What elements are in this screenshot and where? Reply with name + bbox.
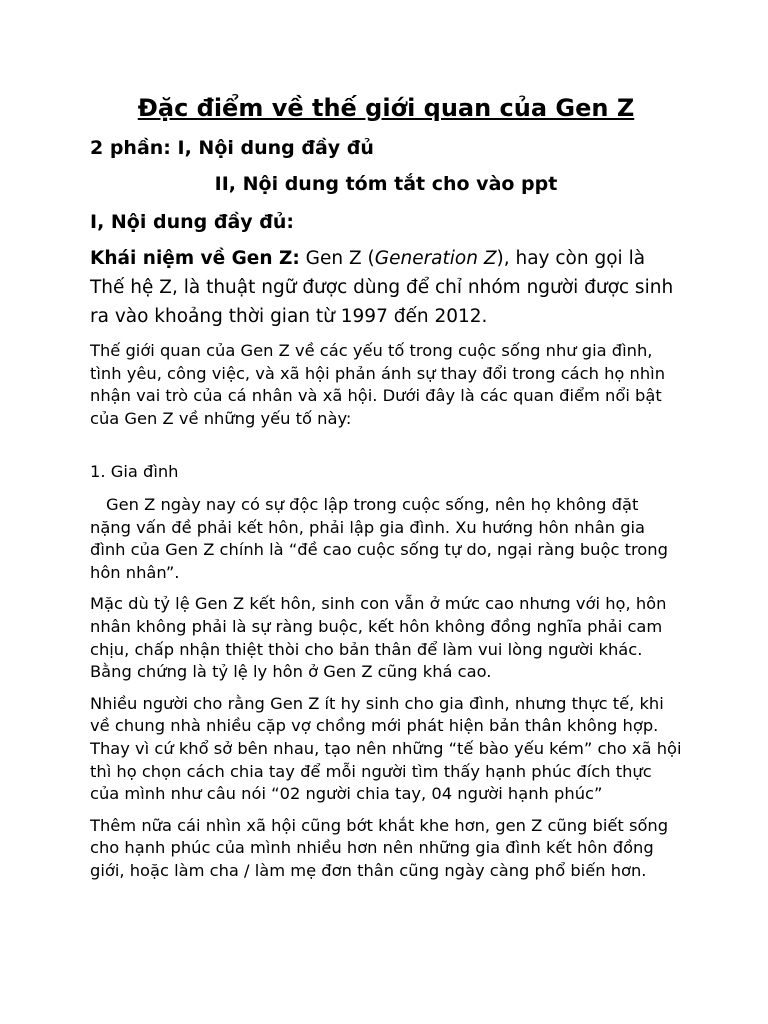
concept-text-before-italic: Gen Z ( <box>299 248 375 269</box>
paragraph-4: Thêm nữa cái nhìn xã hội cũng bớt khắt khe hơn, gen Z cũng biết sống cho hạnh phúc của mình nhiều hơn nên những gia đình kết hôn đồng giới, hoặc làm cha / làm mẹ đơn thân cũng ngày càng phổ biến hơn. <box>90 815 669 880</box>
subheading-family: 1. Gia đình <box>90 462 179 482</box>
document-title: Đặc điểm về thế giới quan của Gen Z <box>137 94 635 122</box>
paragraph-3: Nhiều người cho rằng Gen Z ít hy sinh cho gia đình, nhưng thực tế, khi về chung nhà nhiều cặp vợ chồng mới phát hiện bản thân không hợp. Thay vì cứ khổ sở bên nhau, tạo nên những “tế bào yếu kém” cho xã hội thì họ chọn cách chia tay để mỗi người tìm thấy hạnh phúc đích thực của mình như câu nói “02 người chia tay, 04 người hạnh phúc” <box>90 693 682 804</box>
concept-label: Khái niệm về Gen Z: <box>90 248 300 269</box>
concept-paragraph <box>90 244 682 331</box>
section-heading: I, Nội dung đầy đủ: <box>90 211 294 233</box>
concept-text-after-italic: ), hay còn gọi là Thế hệ Z, là thuật ngữ được dùng để chỉ nhóm người được sinh ra vào khoảng thời gian từ 1997 đến 2012. <box>90 248 674 327</box>
parts-line-1: 2 phần: I, Nội dung đầy đủ <box>90 137 374 159</box>
parts-line-2: II, Nội dung tóm tắt cho vào ppt <box>214 173 558 195</box>
paragraph-2: Mặc dù tỷ lệ Gen Z kết hôn, sinh con vẫn ở mức cao nhưng với họ, hôn nhân không phải là sự ràng buộc, kết hôn không đồng nghĩa phải cam chịu, chấp nhận thiệt thòi cho bản thân để làm vui lòng người khác. Bằng chứng là tỷ lệ ly hôn ở Gen Z cũng khá cao. <box>90 594 667 682</box>
paragraph-1: Gen Z ngày nay có sự độc lập trong cuộc sống, nên họ không đặt nặng vấn đề phải kết hôn, phải lập gia đình. Xu hướng hôn nhân gia đình của Gen Z chính là “đề cao cuộc sống tự do, ngại ràng buộc trong hôn nhân”. <box>90 494 668 582</box>
intro-paragraph: Thế giới quan của Gen Z về các yếu tố trong cuộc sống như gia đình, tình yêu, công việc, và xã hội phản ánh sự thay đổi trong cách họ nhìn nhận vai trò của cá nhân và xã hội. Dưới đây là các quan điểm nổi bật của Gen Z về những yếu tố này: <box>90 341 666 428</box>
concept-italic-text: Generation Z <box>374 248 497 269</box>
